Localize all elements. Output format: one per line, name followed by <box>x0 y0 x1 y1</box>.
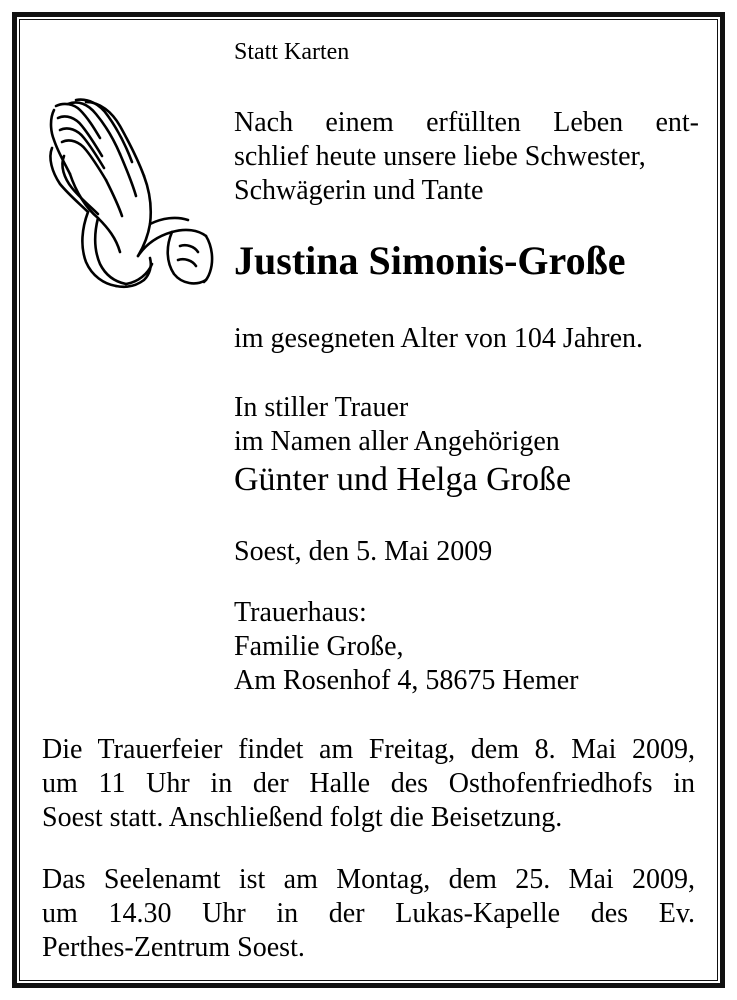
requiem-line: Das Seelenamt ist am Montag, dem 25. Mai 2009, <box>42 864 695 895</box>
funeral-line: Soest statt. Anschließend folgt die Beisetzung. <box>42 802 563 833</box>
funeral-notice <box>42 733 695 835</box>
funeral-line: um 11 Uhr in der Halle des Osthofenfriedhofs in <box>42 768 695 799</box>
intro-line: Schwägerin und Tante <box>234 175 484 206</box>
mourners-block <box>234 391 560 459</box>
intro-line: Nach einem erfüllten Leben ent- <box>234 107 699 138</box>
intro-line: schlief heute unsere liebe Schwester, <box>234 141 646 172</box>
requiem-line: um 14.30 Uhr in der Lukas-Kapelle des Ev. <box>42 898 695 929</box>
requiem-notice <box>42 863 695 965</box>
funeral-line: Die Trauerfeier findet am Freitag, dem 8. Mai 2009, <box>42 734 695 765</box>
trauerhaus-label: Trauerhaus: <box>234 597 367 628</box>
trauerhaus-block <box>234 596 579 698</box>
deceased-name: Justina Simonis-Große <box>234 238 626 283</box>
requiem-line: Perthes-Zentrum Soest. <box>42 932 305 963</box>
praying-hands-icon <box>46 96 218 292</box>
age-text: im gesegneten Alter von 104 Jahren. <box>234 323 644 354</box>
statt-karten: Statt Karten <box>234 39 350 65</box>
trauerhaus-line: Am Rosenhof 4, 58675 Hemer <box>234 665 579 696</box>
intro-text <box>234 106 699 208</box>
mourner-names: Günter und Helga Große <box>234 461 572 498</box>
trauerhaus-line: Familie Große, <box>234 631 404 662</box>
place-date: Soest, den 5. Mai 2009 <box>234 536 493 567</box>
mourners-line: im Namen aller Angehörigen <box>234 426 560 457</box>
mourners-line: In stiller Trauer <box>234 392 409 423</box>
